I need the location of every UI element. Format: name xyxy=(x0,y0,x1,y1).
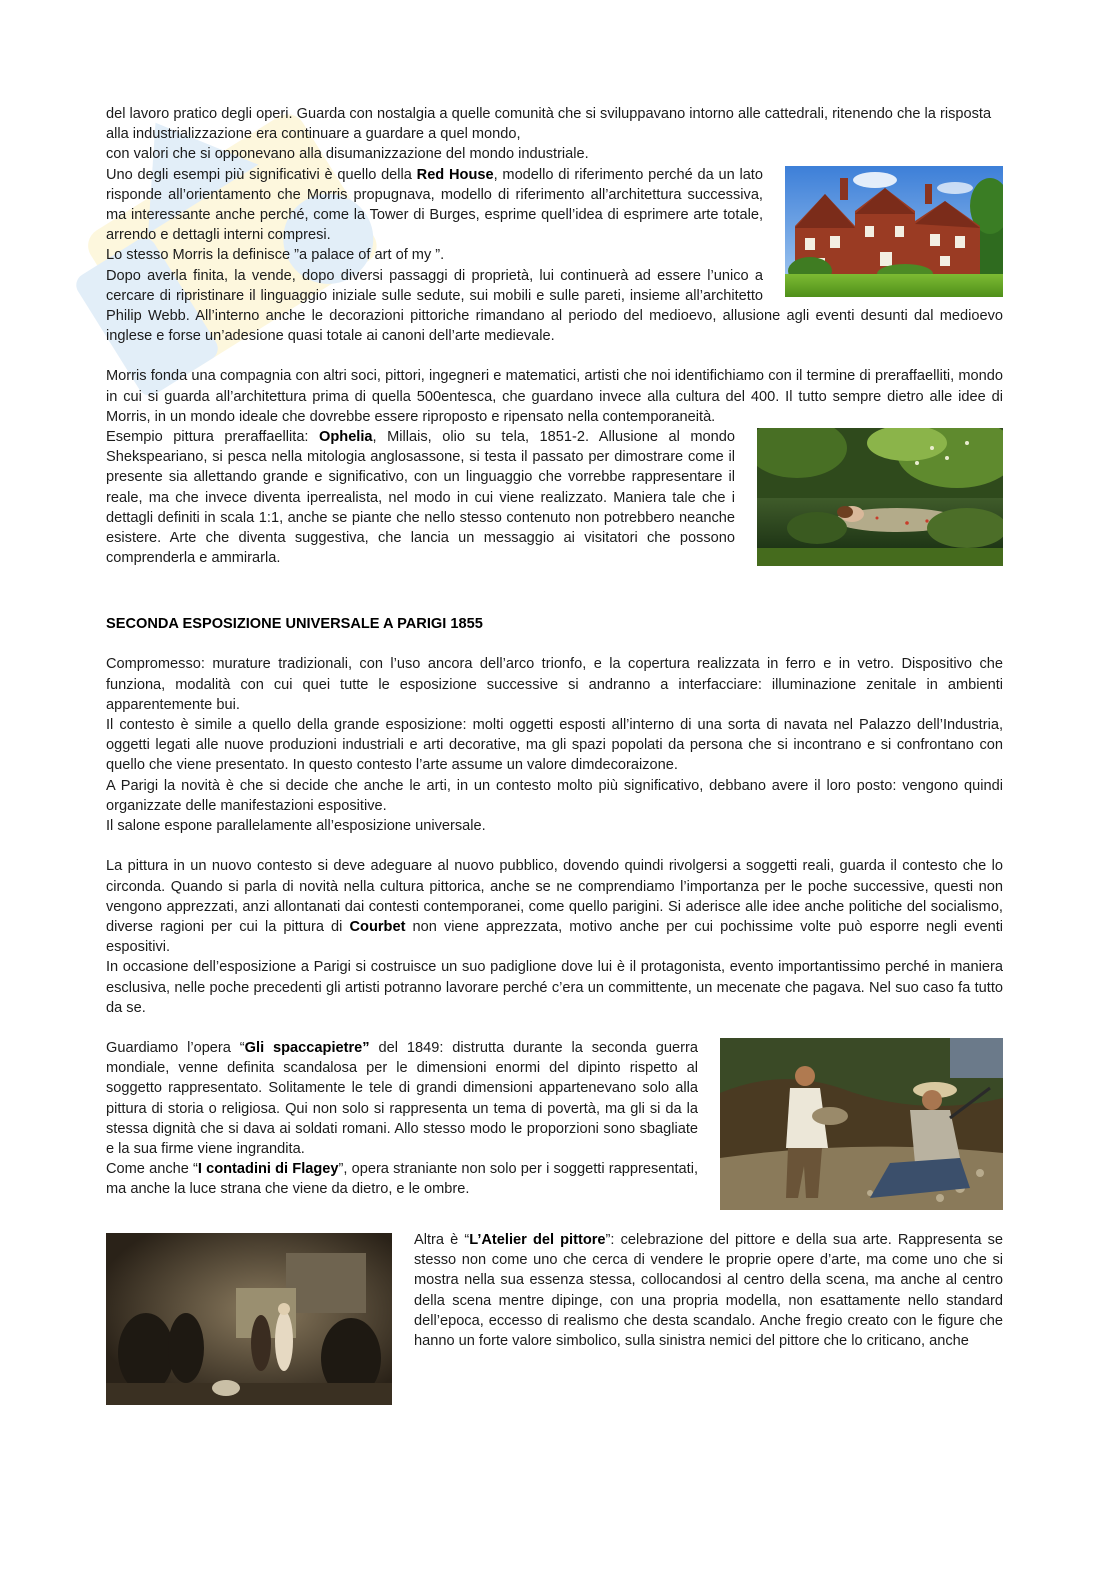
red-house-text-post: , modello di riferimento perché da un lato risponde all’orientamento che Morris propugnava, modello di riferimento all’architettura successiva, ma interessante anche perché, come la Tower di Burges, esprime quell’idea di esprimere arte totale, arrendo e dettagli interni compresi. xyxy=(106,166,763,244)
atelier-text-post: ”: celebrazione del pittore e della sua arte. Rappresenta se stesso non come uno che cerca di vendere le proprie opere d’arte, ma come uno che si mostra nella sua essenza stessa, collocandosi al centro della scena, ma anche al centro della scena mentre dipinge, con una propria modella, non esattamente nello standard dell’epoca, eccesso di realismo che desta scandalo. Anche fregio creato con le figure che hanno un forte valore simbolico, sulla sinistra nemici del pittore che lo criticano, anche xyxy=(414,1231,1003,1349)
para-courbet xyxy=(106,856,1003,957)
section-heading-paris-1855: SECONDA ESPOSIZIONE UNIVERSALE A PARIGI 1855 xyxy=(106,616,483,633)
document-page xyxy=(106,104,1003,1405)
para-courbet-pavilion: In occasione dell’esposizione a Parigi si costruisce un suo padiglione dove lui è il protagonista, evento importantissimo perché in maniera esclusiva, nelle poche precedenti gli artisti potranno lavorare perché c’era un committente, un mecenate che pagava. Nel suo caso fa tutto da se. xyxy=(106,959,1003,1016)
ophelia-title: Ophelia xyxy=(319,429,373,446)
ophelia-text-pre: Esempio pittura preraffaellita: xyxy=(106,429,320,446)
flagey-title: I contadini di Flagey xyxy=(197,1161,339,1178)
atelier-text-pre: Altra è “ xyxy=(414,1231,470,1248)
atelier-image xyxy=(106,1233,392,1405)
para-expo-1: Compromesso: murature tradizionali, con l’uso ancora dell’arco trionfo, e la copertura realizzata in ferro e in vetro. Dispositivo che funziona, modalità con cui quei tutte le esposizione successive si andranno a interfacciare: illuminazione zenitale in ambienti apparentemente bui. xyxy=(106,656,1003,713)
stone-breakers-text-post: del 1849: distrutta durante la seconda guerra mondiale, venne definita scandalosa per le dimensioni enormi del dipinto rispetto al soggetto rappresentato. Solitamente le tele di grandi dimensioni appartenevano solo alla pittura di storia o religiosa. Qui non solo si rappresenta un tema di povertà, ma gli si da la stessa dignità che si dava ai soldati romani. Allo stesso modo le proporzioni sono sbagliate e la sua firme viene ingrandita. xyxy=(106,1039,698,1157)
stone-breakers-image xyxy=(720,1038,1003,1210)
courbet-name: Courbet xyxy=(349,918,406,935)
atelier-title: L’Atelier del pittore xyxy=(469,1231,606,1248)
para-intro-2: con valori che si opponevano alla disumanizzazione del mondo industriale. xyxy=(106,146,589,163)
para-morris: Morris fonda una compagnia con altri soci, pittori, ingegneri e matematici, artisti che noi identifichiamo con il termine di preraffaelliti, mondo in cui si guarda all’architettura prima di quella 500entesca, che guardano invece alla cultura del 400. Il tutto sempre dietro alle idee di Morris, in un mondo ideale che dovrebbe essere riproposto e ripensato nella contemporaneità. xyxy=(106,368,1003,425)
para-red-house-rest: Dopo averla finita, la vende, dopo diversi passaggi di proprietà, lui continuerà ad essere l’unico a cercare di ripristinare il linguaggio iniziale sulle sedute, sui mobili e sulle pareti, insieme all’architetto Philip Webb. All’interno anche le decorazioni pittoriche rimandano al periodo del medioevo, allusione agli eventi desunti dal medioevo inglese e forse un’adesione quasi totale ai canoni dell’arte medievale. xyxy=(106,267,1003,345)
courbet-text-pre: La pittura in un nuovo contesto si deve adeguare al nuovo pubblico, dovendo quindi rivolgersi a soggetti reali, guarda il contesto che lo circonda. Quando si parla di novità nella cultura pittorica, anche se ne comprendiamo l’importanza per le poche successive, questi non vengono apprezzati, anzi allontanati dai contesti contemporanei, come quello parigini. Si aderisce alle idee anche politiche del socialismo, diverse ragioni per cui la pittura di xyxy=(106,858,1003,935)
para-expo-2: Il contesto è simile a quello della grande esposizione: molti oggetti esposti all’interno di una sorta di navata nel Palazzo dell’Industria, oggetti legati alle nuove produzioni industriali e arti decorative, ma gli spazi popolati da persona che si incontrano e si confrontano con quello che viene presentato. In questo contesto l’arte assume un valore dimdecoraizone. xyxy=(106,717,1003,774)
courbet-text-post: non viene apprezzata, motivo anche per cui pochissime volte può esporre negli eventi espositivi. xyxy=(106,918,1004,956)
red-house-image xyxy=(785,166,1003,297)
red-house-title: Red House xyxy=(416,166,494,183)
para-palace-quote: Lo stesso Morris la definisce ”a palace of art of my ”. xyxy=(106,247,445,264)
stone-breakers-text-pre: Guardiamo l’opera “ xyxy=(106,1039,245,1056)
para-intro-1: del lavoro pratico degli operi. Guarda con nostalgia a quelle comunità che si sviluppavano intorno alle cattedrali, ritenendo che la risposta alla industrializzazione era continuare a guardare a quel mondo, xyxy=(106,106,992,143)
para-expo-4: Il salone espone parallelamente all’esposizione universale. xyxy=(106,818,486,835)
stone-breakers-title: Gli spaccapietre” xyxy=(244,1039,370,1056)
para-expo-3: A Parigi la novità è che si decide che anche le arti, in un contesto molto più significativo, debbano avere il loro posto: vengono quindi organizzate delle manifestazioni espositive. xyxy=(106,777,1003,814)
flagey-text-pre: Come anche “ xyxy=(106,1161,198,1178)
red-house-text-pre: Uno degli esempi più significativi è quello della xyxy=(106,166,417,183)
ophelia-image xyxy=(757,428,1003,566)
flagey-text-post: ”, opera straniante non solo per i soggetti rappresentati, ma anche la luce strana che viene da dietro, e le ombre. xyxy=(106,1161,698,1198)
ophelia-text-post: , Millais, olio su tela, 1851-2. Allusione al mondo Shekspeariano, si pesca nella mitologia anglosassone, si testa il passato per dimostrare come il presente sia allettando grande e significativo, con un linguaggio che vorrebbe rappresentare il reale, ma che invece diventa iperrealista, nel modo in cui viene realizzato. Maniera tale che i dettagli definiti in scala 1:1, anche se piante che nello stesso contenuto non potrebbero neanche esistere. Arte che diventa suggestiva, che lancia un messaggio ai visitatori che possono comprenderla e ammirarla. xyxy=(106,429,735,567)
